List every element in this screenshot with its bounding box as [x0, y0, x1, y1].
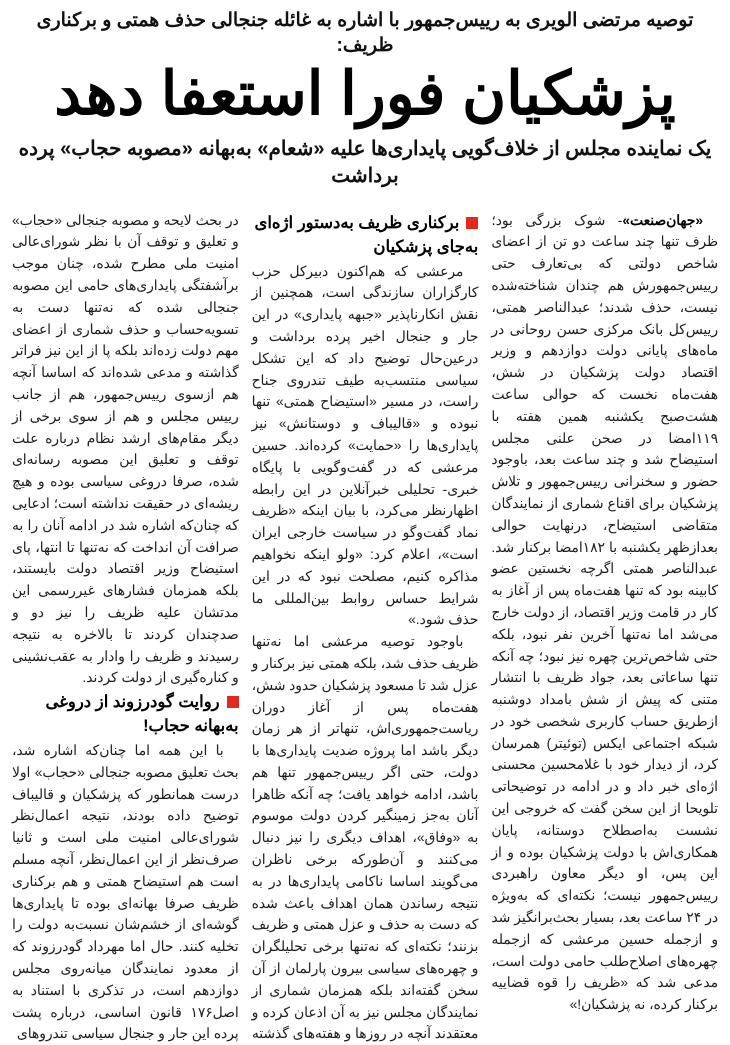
paragraph: مرعشی که هم‌اکنون دبیرکل حزب کارگزاران سازندگی است، همچنین از نقش انکارناپذیر «جبهه پایداری» در این جار و جنجال اخیر پرده برداشت و درعین‌حال توضیح داد که این تشکل سیاسی منتسب‌به طیف تندروی جناح راست، در مسیر «استیضاح همتی» تنها نبوده و «قالیباف و دوستانش» نیز پایداری‌ها را «حمایت» کرده‌اند. حسین مرعشی که در گفت‌وگویی با پایگاه خبری- تحلیلی خبرآنلاین در این رابطه اظهارنظر می‌کرد، با بیان اینکه «ظریف نماد گفت‌وگو در سیاست خارجی ایران است»، اعلام کرد: «ولو اینکه نخواهیم مذاکره کنیم، مصلحت نبود که در این شرایط حساس روابط بین‌المللی ما حذف شود.» [251, 263, 479, 628]
section-heading [252, 211, 479, 259]
red-square-bullet-icon [466, 217, 478, 229]
main-headline: پزشکیان فورا استعفا دهد [54, 60, 676, 128]
paragraph: در بحث لایحه و مصوبه جنجالی «حجاب» و تعلیق و توقف آن با نظر شورای‌عالی امنیت ملی مطرح شده، چنان موجب برآشفتگی پایداری‌های حامی این مصوبه جنجالی شده که نه‌تنها دست به تسویه‌حساب و حذف شماری از اعضای مهم دولت زده‌اند بلکه پا از این نیز فراتر گذاشته و مدعی شده‌اند که اساسا آنچه هم ازسوی رییس‌جمهور، هم از جانب رییس مجلس و هم از سوی برخی از دیگر مقام‌های ارشد نظام درباره علت توقف و تعلیق این مصوبه رسانه‌ای شده، صرفا دروغی سیاسی بوده و هیچ ریشه‌ای در حقیقت نداشته است؛ ادعایی که چنان‌که اشاره شد در ادامه آنان را به صرافت آن انداخت که نه‌تنها تا انتها، پای استیضاح وزیر اقتصاد دولت بایستند، بلکه همزمان فشارهای غیررسمی این مدتشان علیه ظریف را نیز دو و صدچندان کردند تا بالاخره به نتیجه رسیدند و ظریف را وادار به عقب‌نشینی و کناره‌گیری از دولت کردند. [11, 212, 239, 686]
column-3 [12, 210, 239, 1045]
section-heading-text: برکناری ظریف به‌دستور اژه‌ای به‌جای پزشکیان [254, 213, 479, 256]
subheadline: یک نماینده مجلس از خلاف‌گویی پایداری‌ها علیه «شعام» به‌بهانه «مصوبه حجاب» پرده برداشت [18, 137, 712, 187]
kicker: توصیه مرتضی الویری به رییس‌جمهور با اشاره به غائله جنجالی حذف همتی و برکناری ظریف: [36, 10, 694, 56]
paragraph-text: - شوک بزرگی بود؛ ظرف تنها چند ساعت دو تن از اعضای شاخص دولتی که بی‌تعارف حتی رییس‌جمهورش هم چندان شناخته‌شده نیست، حذف شدند؛ عبدالناصر همتی، رییس‌کل بانک مرکزی حسن روحانی در ماه‌های پایانی دولت دوازدهم و وزیر اقتصاد دولت پزشکیان در شش، هفت‌ماه نخست که حوالی ساعت هشت‌صبح یکشنبه همین هفته با ۱۱۹امضا در صحن علنی مجلس استیضاح شد و چند ساعت بعد، باوجود حضور و سخنرانی رییس‌جمهور و تلاش پزشکیان برای اقناع شماری از نمایندگان متقاضی استیضاح، درنهایت حوالی بعدازظهر یکشنبه با ۱۸۲امضا برکنار شد. عبدالناصر همتی اگرچه نخستین عضو کابینه بود که تنها هفت‌ماه پس از آغاز به کار در قامت وزیر اقتصاد، از دولت خارج می‌شد اما نه‌تنها آخرین نفر نبود، بلکه حتی شاخص‌ترین چهره نیز نبود؛ چه آنکه تنها ساعاتی بعد، جواد ظریف با انتشار متنی که پیش از شش بامداد دوشنبه ازطریق حساب کاربری شخصی خود در شبکه اجتماعی ایکس (توئیتر) همرسان کرد، از دیدار خود با غلامحسین محسنی اژه‌ای خبر داد و در ادامه در توضیحاتی تلویحا از این سخن گفت که خروجی این نشست به‌اصطلاح دوستانه، پایان همکاری‌اش با دولت پزشکیان بوده و از این پس، او دیگر معاون راهبردی رییس‌جمهور نیست؛ نکته‌ای که به‌ویژه در ۲۴ ساعت بعد، بسیار بحث‌برانگیز شد و ازجمله حسین مرعشی که ازجمله چهره‌های اصلاح‌طلب حامی دولت است، مدعی شد که «ظریف را قوه قضاییه برکنار کرده، نه پزشکیان!» [491, 212, 718, 1013]
paragraph [491, 210, 718, 1016]
red-square-bullet-icon [227, 696, 239, 708]
article-columns [8, 210, 722, 1045]
section-heading-text: روایت گودرزوند از دروغی به‌بهانه حجاب! [45, 693, 239, 736]
paragraph: با این همه اما چنان‌که اشاره شد، بحث تعلیق مصوبه جنجالی «حجاب» اولا درست همانطور که پزشکیان و قالیباف توضیح داده بودند، نتیجه اعمال‌نظر شورای‌عالی امنیت ملی است و ثانیا صرف‌نظر از این اعمال‌نظر، آنچه مسلم است هم استیضاح همتی و هم برکناری ظریف صرفا بهانه‌ای بوده تا پایداری‌ها گوشه‌ای از خشم‌شان نسبت‌به دولت را تخلیه کنند. حال اما مهرداد گودرزوند که از معدود نمایندگان میانه‌روی مجلس دوازدهم است، در تذکری با استناد به اصل۱۷۶ قانون اساسی، درباره پشت پرده این جار و جنجال سیاسی تندروهای [11, 743, 239, 1042]
section-heading [12, 690, 239, 738]
newspaper-brand: «جهان‌صنعت» [622, 212, 703, 228]
column-1 [491, 210, 718, 1045]
paragraph: باوجود توصیه مرعشی اما نه‌تنها ظریف حذف شد، بلکه همتی نیز برکنار و عزل شد تا مسعود پزشکیان حدود شش، هفت‌ماه پس از آغاز دوران ریاست‌جمهوری‌اش، تنهاتر از هر زمان دیگر باشد اما پروژه ضدیت پایداری‌ها با دولت، حتی اگر رییس‌جمهور تنها هم باشد، ادامه خواهد یافت؛ چه آنکه ظاهرا آنان به‌جز زمینگیر کردن دولت موسوم به «وفاق»، اهداف دیگری را نیز دنبال می‌کنند و آن‌طورکه برخی ناظران می‌گویند اساسا ناکامی پایداری‌ها در به نتیجه رساندن همان اهداف باعث شده که دست به حذف و عزل همتی و ظریف بزنند؛ نکته‌ای که نه‌تنها برخی تحلیلگران و چهره‌های سیاسی بیرون پارلمان از آن سخن گفته‌اند بلکه همزمان شماری از نمایندگان مجلس نیز به آن اذعان کرده و معتقدند آنچه در روزها و هفته‌های گذشته [251, 634, 479, 1042]
column-2 [252, 210, 479, 1045]
